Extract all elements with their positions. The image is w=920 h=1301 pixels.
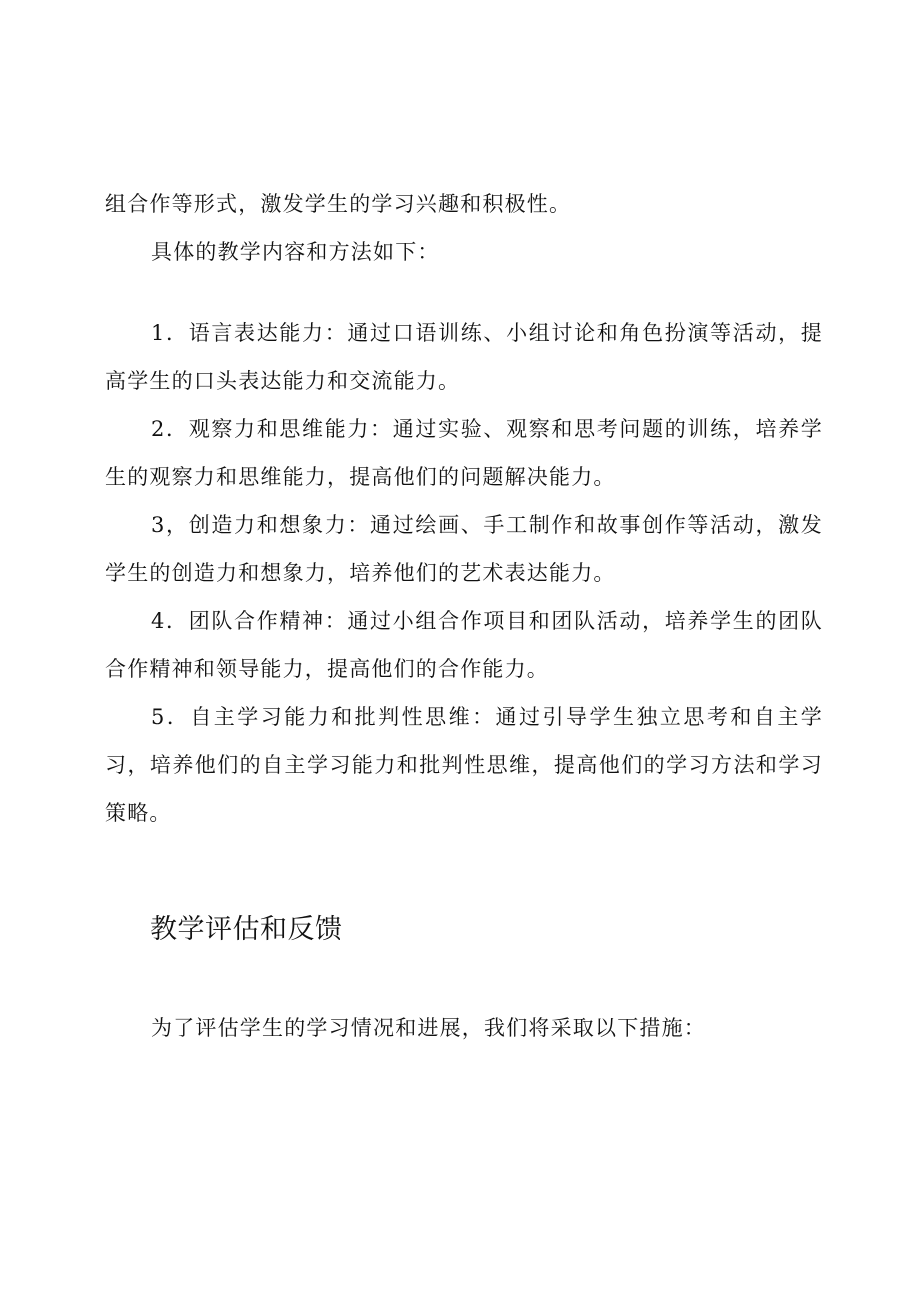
section-heading: 教学评估和反馈 (150, 914, 343, 945)
list-item-text: 自主学习能力和批判性思维：通过引导学生独立思考和自主学习，培养他们的自主学习能力和批判性思维，提高他们的学习方法和学习策略。 (105, 705, 823, 825)
continuation-paragraph: 组合作等形式，激发学生的学习兴趣和积极性。 (105, 192, 572, 216)
list-item (105, 309, 823, 405)
paragraph-block-top (105, 180, 823, 276)
list-item-number: 3 (151, 513, 166, 537)
paragraph-block-bottom (105, 1004, 823, 1052)
list-item-number: 1 (151, 321, 166, 345)
list-item (105, 597, 823, 693)
list-item-separator: ． (165, 321, 189, 345)
list-item-number: 2 (151, 417, 166, 441)
numbered-list (105, 309, 823, 837)
list-item-number: 4 (151, 609, 166, 633)
list-item-text: 观察力和思维能力：通过实验、观察和思考问题的训练，培养学生的观察力和思维能力，提高他们的问题解决能力。 (105, 417, 823, 489)
list-item-number: 5 (151, 705, 166, 729)
list-item-separator: ， (165, 513, 189, 537)
content-intro-paragraph: 具体的教学内容和方法如下： (151, 240, 440, 264)
list-item-separator: ． (165, 609, 189, 633)
list-item-text: 创造力和想象力：通过绘画、手工制作和故事创作等活动，激发学生的创造力和想象力，培养他们的艺术表达能力。 (105, 513, 823, 585)
list-item (105, 405, 823, 501)
list-item-separator: ． (165, 705, 191, 729)
section-intro-paragraph: 为了评估学生的学习情况和进展，我们将采取以下措施： (151, 1016, 706, 1040)
list-item (105, 501, 823, 597)
list-item-text: 团队合作精神：通过小组合作项目和团队活动，培养学生的团队合作精神和领导能力，提高他们的合作能力。 (105, 609, 823, 681)
list-item (105, 693, 823, 837)
list-item-text: 语言表达能力：通过口语训练、小组讨论和角色扮演等活动，提高学生的口头表达能力和交流能力。 (105, 321, 823, 393)
list-item-separator: ． (165, 417, 189, 441)
